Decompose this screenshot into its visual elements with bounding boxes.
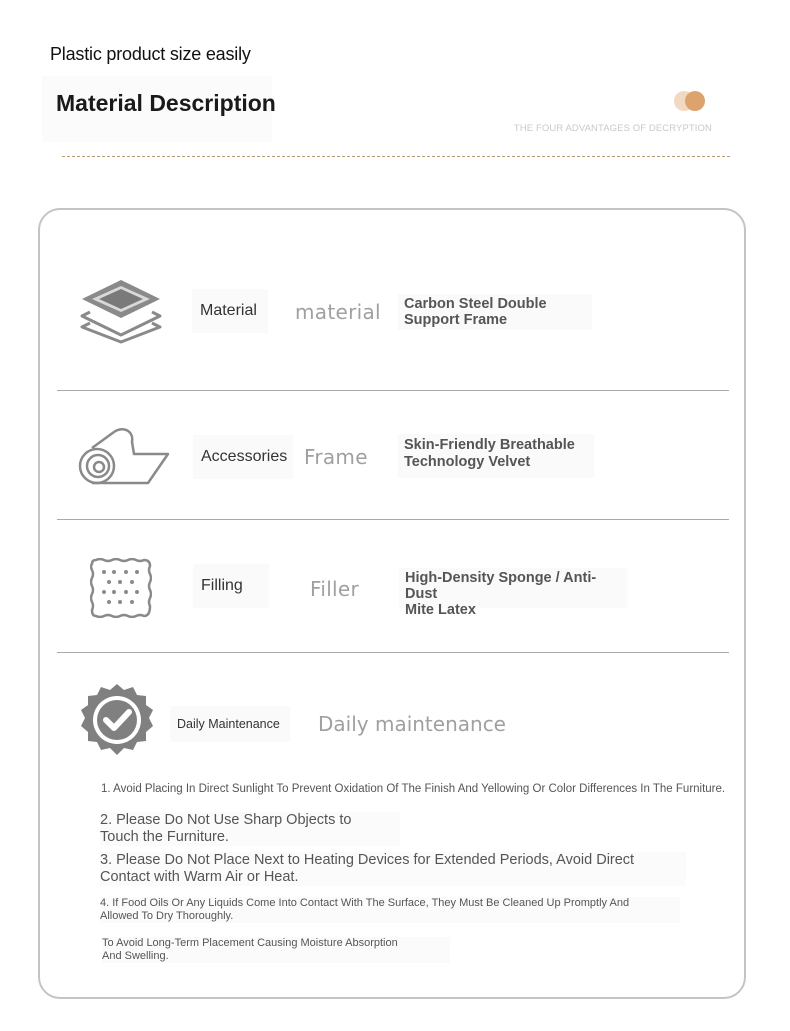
row-label-accessories: Accessories <box>193 435 293 479</box>
dark-dot <box>685 91 705 111</box>
sponge-icon <box>90 558 152 618</box>
maintenance-note: 2. Please Do Not Use Sharp Objects to Touch the Furniture. <box>100 812 400 846</box>
maintenance-note: To Avoid Long-Term Placement Causing Moisture Absorption And Swelling. <box>102 937 450 963</box>
row-label-material: Material <box>192 289 268 333</box>
maintenance-alt-title: Daily maintenance <box>318 712 506 736</box>
check-badge-icon <box>80 683 154 757</box>
header-divider <box>62 156 730 157</box>
maintenance-title: Daily Maintenance <box>170 706 290 742</box>
row-alt-accessories: Frame <box>304 445 368 469</box>
row-divider <box>57 652 729 653</box>
maintenance-note: 3. Please Do Not Place Next to Heating Devices for Extended Periods, Avoid Direct Contact with Warm Air or Heat. <box>100 852 686 886</box>
top-note: Plastic product size easily <box>50 44 251 64</box>
row-divider <box>57 519 729 520</box>
page-subtitle: THE FOUR ADVANTAGES OF DECRYPTION <box>513 123 712 134</box>
row-label-filling: Filling <box>193 564 269 608</box>
row-divider <box>57 390 729 391</box>
maintenance-note: 1. Avoid Placing In Direct Sunlight To Prevent Oxidation Of The Finish And Yellowing Or Color Differences In The Furniture. <box>101 783 726 795</box>
row-alt-filling: Filler <box>310 577 360 601</box>
decorative-dots <box>672 90 712 112</box>
page-title: Material Description <box>56 90 276 116</box>
row-value-accessories: Skin-Friendly Breathable Technology Velvet <box>398 434 594 478</box>
layers-icon <box>80 278 162 344</box>
row-value-filling: High-Density Sponge / Anti-Dust Mite Latex <box>399 568 627 608</box>
maintenance-note: 4. If Food Oils Or Any Liquids Come Into Contact With The Surface, They Must Be Cleaned Up Promptly And Allowed To Dry Thoroughly. <box>100 897 680 923</box>
fabric-roll-icon <box>78 426 170 486</box>
row-alt-material: material <box>295 300 381 324</box>
row-value-material: Carbon Steel Double Support Frame <box>398 294 592 330</box>
